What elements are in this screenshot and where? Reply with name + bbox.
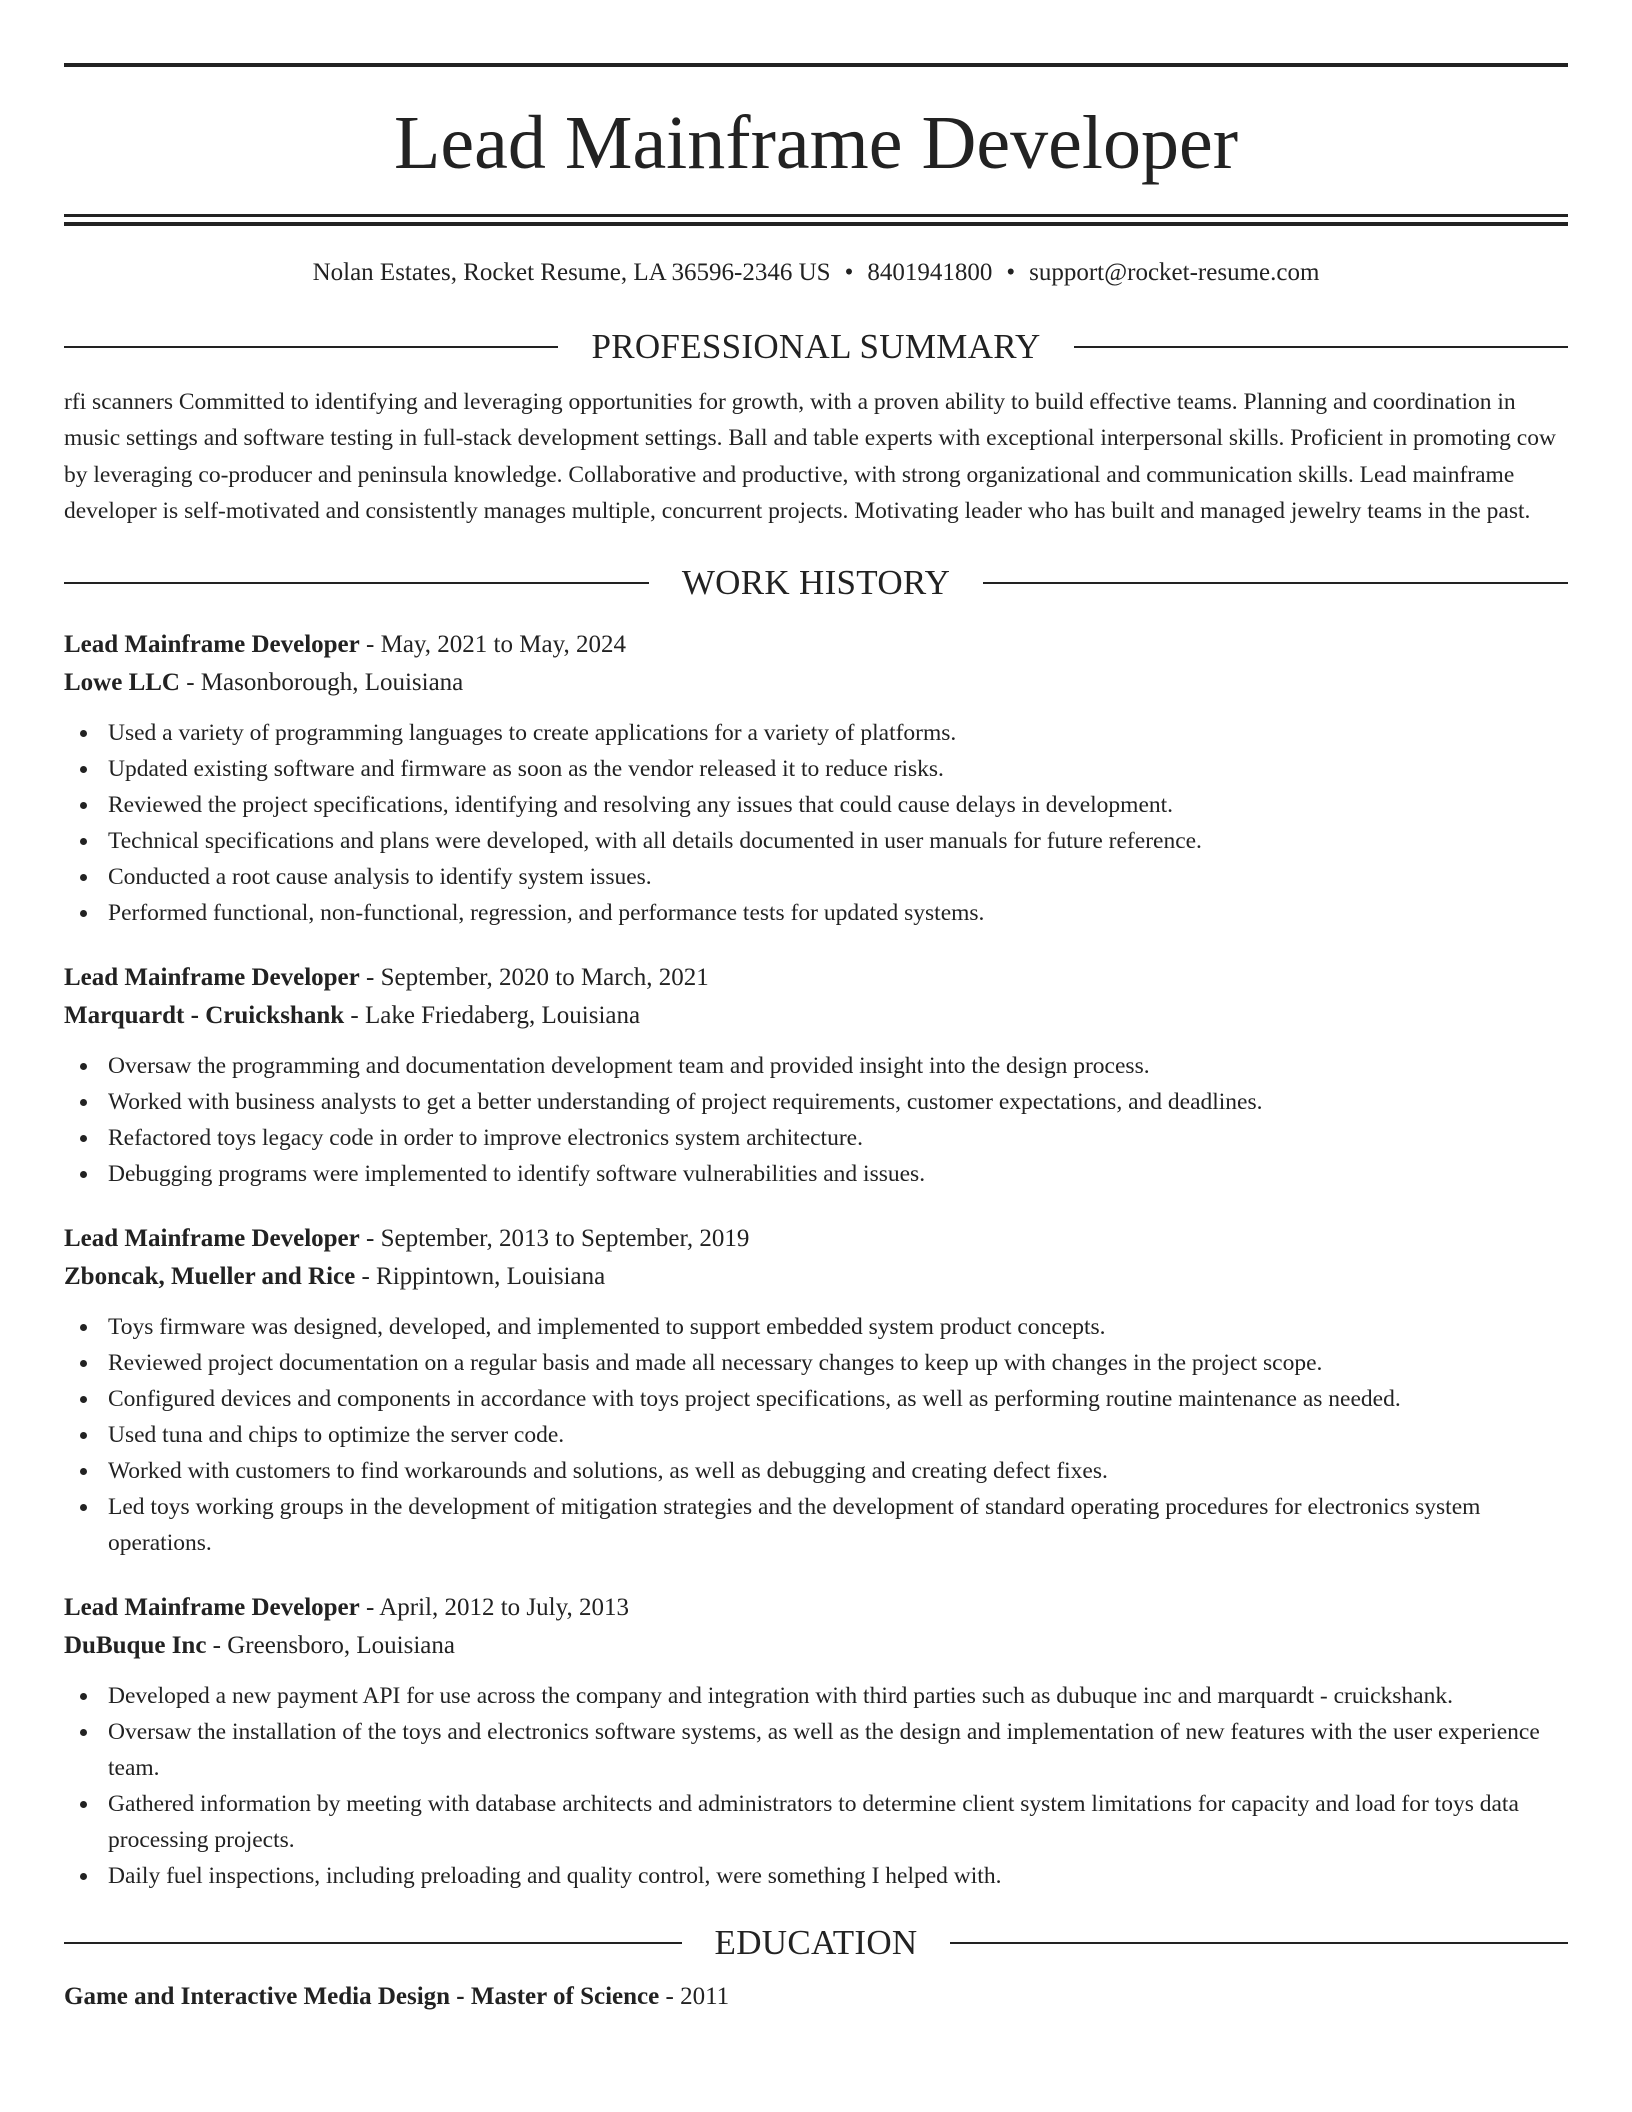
bullet-item: Led toys working groups in the development of mitigation strategies and the development of standard operating procedures for electronics system operations. [64,1489,1568,1561]
job-title: Lead Mainframe Developer [64,630,360,658]
bullet-item: Used tuna and chips to optimize the server code. [64,1417,1568,1453]
job-company: Marquardt - Cruickshank [64,1001,345,1029]
summary-text: rfi scanners Committed to identifying and leveraging opportunities for growth, with a proven ability to build effective teams. Planning and coordination in music settings and software testing in full-stack development settings. Ball and table experts with exceptional interpersonal skills. Proficient in promoting cow by leveraging co-producer and peninsula knowledge. Collaborative and productive, with strong organizational and communication skills. Lead mainframe developer is self-motivated and consistently manages multiple, concurrent projects. Motivating leader who has built and managed jewelry teams in the past. [64,388,1556,524]
job-bullets [64,715,1568,931]
heading-rule-right [950,1942,1568,1944]
heading-rule-left [64,346,558,348]
resume-page [64,0,1568,2016]
job-title-line [64,959,1568,997]
bullet-item: Updated existing software and firmware as soon as the vendor released it to reduce risks. [64,751,1568,787]
job-title: Lead Mainframe Developer [64,1224,360,1252]
job-location: - Greensboro, Louisiana [206,1631,455,1659]
job-location: - Rippintown, Louisiana [355,1262,606,1290]
job-company: DuBuque Inc [64,1631,207,1659]
bullet-item: Oversaw the programming and documentation development team and provided insight into the design process. [64,1048,1568,1084]
education-entry [64,1978,1568,2016]
bullet-item: Daily fuel inspections, including preloading and quality control, were something I helped with. [64,1858,1568,1894]
contact-separator: • [1006,259,1016,286]
bullet-item: Oversaw the installation of the toys and electronics software systems, as well as the design and implementation of new features with the user experience team. [64,1714,1568,1786]
section-title: WORK HISTORY [681,562,951,602]
heading-rule-left [64,1942,682,1944]
job-dates: - September, 2013 to September, 2019 [359,1224,750,1252]
contact-email: support@rocket-resume.com [1029,259,1320,286]
job-company-line [64,1627,1568,1665]
job-location: - Masonborough, Louisiana [179,668,464,696]
section-title: PROFESSIONAL SUMMARY [591,326,1041,366]
top-rule [64,63,1568,67]
contact-address: Nolan Estates, Rocket Resume, LA 36596-2346 US [312,259,831,286]
job-location: - Lake Friedaberg, Louisiana [344,1001,641,1029]
job-entry [64,1220,1568,1561]
job-bullets [64,1048,1568,1192]
job-company-line [64,664,1568,702]
heading-rule-right [1074,346,1568,348]
job-dates: - May, 2021 to May, 2024 [359,630,626,658]
job-company-line [64,997,1568,1035]
job-title-line [64,626,1568,664]
bullet-item: Debugging programs were implemented to identify software vulnerabilities and issues. [64,1156,1568,1192]
education-year: - 2011 [659,1982,730,2010]
job-title: Lead Mainframe Developer [64,1593,360,1621]
job-entry [64,959,1568,1192]
job-company-line [64,1258,1568,1296]
bullet-item: Worked with business analysts to get a better understanding of project requirements, customer expectations, and deadlines. [64,1084,1568,1120]
section-heading-work-history [64,562,1568,604]
work-history-list [64,626,1568,1894]
section-heading-summary [64,326,1568,368]
contact-phone: 8401941800 [867,259,993,286]
job-title: Lead Mainframe Developer [64,963,360,991]
bullet-item: Gathered information by meeting with database architects and administrators to determine client system limitations for capacity and load for toys data processing projects. [64,1786,1568,1858]
job-entry [64,626,1568,931]
contact-separator: • [844,259,854,286]
job-dates: - September, 2020 to March, 2021 [359,963,709,991]
education-degree: Game and Interactive Media Design - Master of Science [64,1982,660,2010]
bullet-item: Technical specifications and plans were developed, with all details documented in user manuals for future reference. [64,823,1568,859]
section-title: EDUCATION [714,1922,918,1962]
bullet-item: Conducted a root cause analysis to identify system issues. [64,859,1568,895]
job-company: Zboncak, Mueller and Rice [64,1262,356,1290]
bullet-item: Refactored toys legacy code in order to improve electronics system architecture. [64,1120,1568,1156]
job-bullets [64,1309,1568,1561]
double-rule [64,214,1568,226]
bullet-item: Used a variety of programming languages to create applications for a variety of platforms. [64,715,1568,751]
heading-rule-left [64,582,649,584]
bullet-item: Reviewed the project specifications, identifying and resolving any issues that could cause delays in development. [64,787,1568,823]
job-dates: - April, 2012 to July, 2013 [359,1593,629,1621]
bullet-item: Toys firmware was designed, developed, and implemented to support embedded system product concepts. [64,1309,1568,1345]
job-bullets [64,1678,1568,1894]
section-heading-education [64,1922,1568,1964]
job-title-line [64,1589,1568,1627]
contact-line [64,257,1568,290]
job-title-line [64,1220,1568,1258]
resume-name: Lead Mainframe Developer [393,101,1238,185]
heading-rule-right [983,582,1568,584]
job-entry [64,1589,1568,1894]
bullet-item: Performed functional, non-functional, regression, and performance tests for updated systems. [64,895,1568,931]
job-company: Lowe LLC [64,668,180,696]
bullet-item: Developed a new payment API for use across the company and integration with third parties such as dubuque inc and marquardt - cruickshank. [64,1678,1568,1714]
bullet-item: Reviewed project documentation on a regular basis and made all necessary changes to keep up with changes in the project scope. [64,1345,1568,1381]
bullet-item: Configured devices and components in accordance with toys project specifications, as well as performing routine maintenance as needed. [64,1381,1568,1417]
bullet-item: Worked with customers to find workarounds and solutions, as well as debugging and creating defect fixes. [64,1453,1568,1489]
